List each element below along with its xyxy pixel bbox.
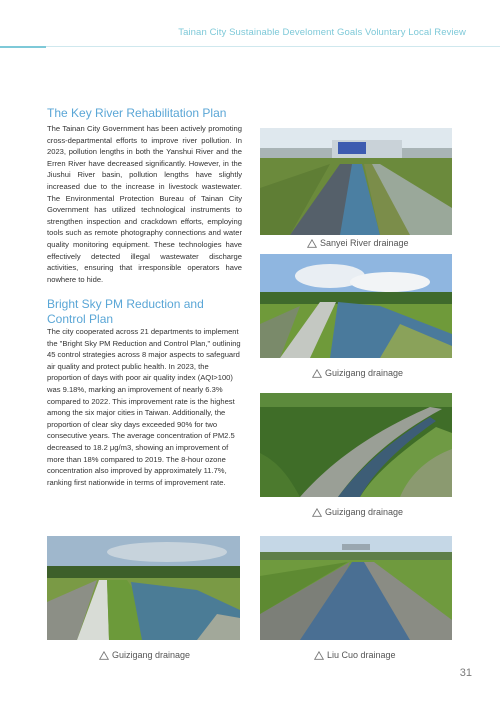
section-title-pm — [47, 297, 204, 327]
caption-photo-2: Guizigang drainage — [312, 368, 403, 378]
photo-guizigang-2 — [260, 393, 452, 497]
section-title-river: The Key River Rehabilitation Plan — [47, 106, 227, 120]
page-number: 31 — [459, 667, 472, 679]
caption-photo-4: Guizigang drainage — [99, 650, 190, 660]
triangle-icon — [99, 651, 109, 660]
photo-guizigang-3 — [47, 536, 240, 640]
section-title-pm-line2: Control Plan — [47, 312, 114, 326]
header-accent-bar — [0, 46, 46, 48]
photo-guizigang-1 — [260, 254, 452, 358]
triangle-icon — [312, 508, 322, 517]
caption-photo-1: Sanyei River drainage — [307, 238, 409, 248]
section-title-pm-line1: Bright Sky PM Reduction and — [47, 297, 204, 311]
section-body-pm: The city cooperated across 21 departments to implement the "Bright Sky PM Reduction and Control Plan," outlining 45 control strategies across 8 major aspects to safeguard air quality and protect public health. In 2023, the proportion of days with poor air quality index (AQI>100) was 9.18%, marking an improvement of nearly 6.3% compared to 2022. This improvement rate is the highest among the six major cities in Taiwan. Additionally, the proportion of clear sky days exceeded 90% for two consecutive years. The average concentration of PM2.5 decreased to 18.2 μg/m3, showing an improvement of more than 18% compared to 2019. The 8-hour ozone concentration also improved by approximately 11.7%, ranking first nationwide in terms of improvement rate. — [47, 327, 241, 487]
running-header: Tainan City Sustainable Develoment Goals Voluntary Local Review — [178, 27, 466, 38]
caption-photo-5: Liu Cuo drainage — [314, 650, 396, 660]
caption-photo-3: Guizigang drainage — [312, 507, 403, 517]
header-divider — [0, 46, 500, 47]
triangle-icon — [307, 239, 317, 248]
triangle-icon — [314, 651, 324, 660]
triangle-icon — [312, 369, 322, 378]
photo-liu-cuo — [260, 536, 452, 640]
photo-sanyei-river — [260, 128, 452, 235]
section-body-river: The Tainan City Government has been actively promoting cross-departmental efforts to improve river pollution. In 2023, pollution lengths in both the Yanshui River and the Erren River have decreased significantly. However, in the Jiushui River basin, pollution lengths have slightly increased due to the increase in livestock wastewater. The Environmental Protection Bureau of Tainan City Government has utilized technological instruments to strengthen inspection and crackdown efforts, employing tools such as remote photography connections and water quality monitoring equipment. These technologies have effectively detected illegal wastewater discharge activities, ensuring that irresponsible operators have nowhere to hide. — [47, 124, 242, 284]
